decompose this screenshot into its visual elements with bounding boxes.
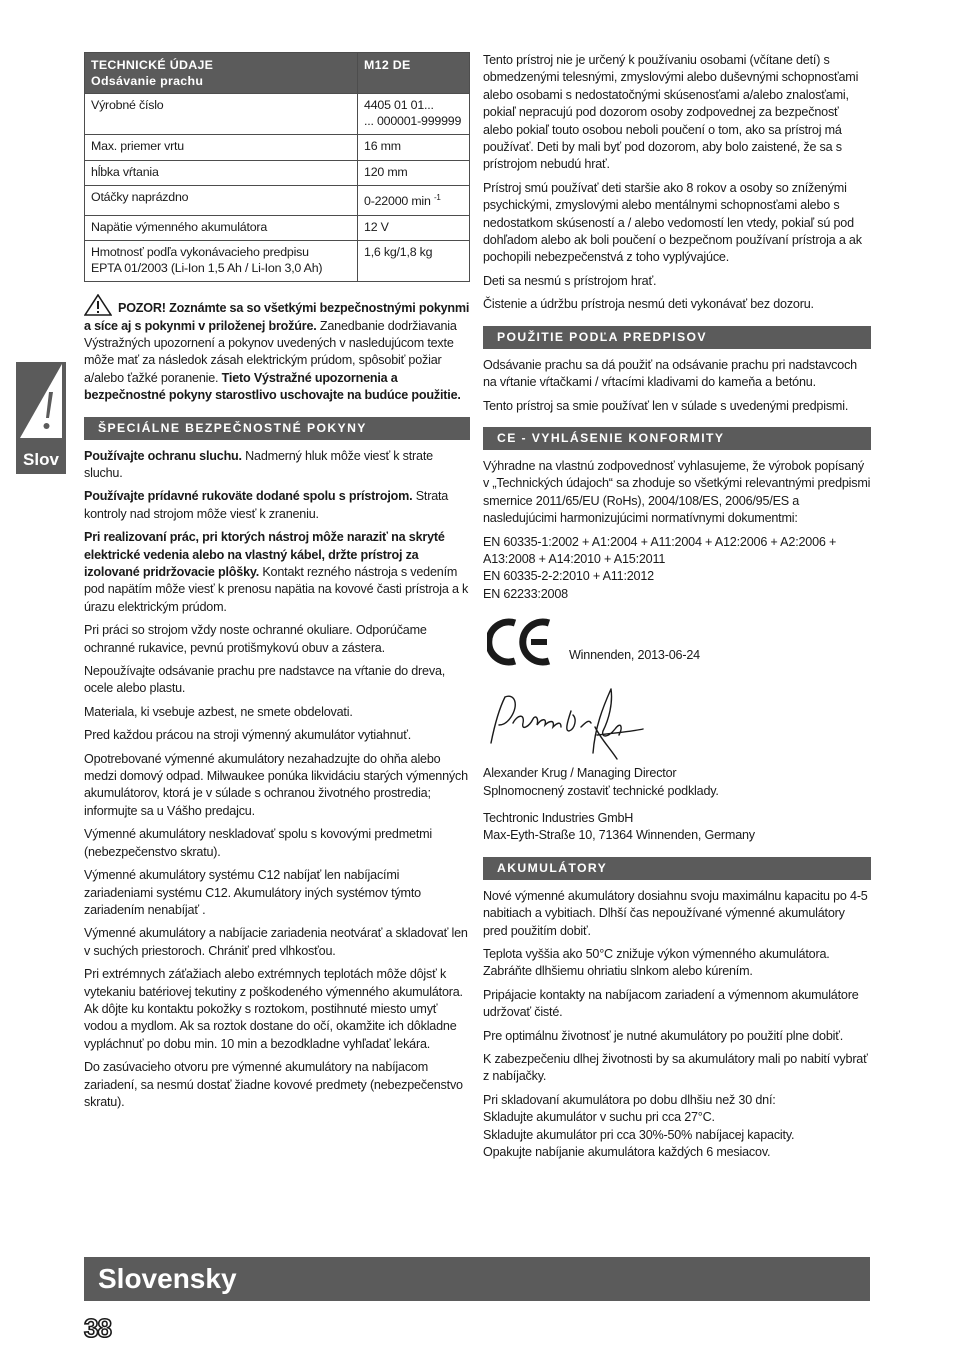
label-line: Hmotnosť podľa vykonávacieho predpisu (91, 245, 309, 260)
safety-paragraph: Pri extrémnych záťažiach alebo extrémnych teplotách môže dôjsť k vytekaniu batériovej tekutiny z poškodeného výmenného akumulátora. Ak dôjte ku kontaktu pokožky s roztokom, postihnuté miesto umyť vodou a mydlom. Ak sa roztok dostane do očí, okamžite ich dôkladne vypláchnuť po dobu min. 10 min a bezodkladne vyhľadať lekára. (84, 967, 463, 1051)
right-column (483, 52, 871, 1161)
table-cell-value: 120 mm (358, 160, 470, 186)
safety-paragraph: Výmenné akumulátory systému C12 nabíjať len nabíjacími zariadeniami systému C12. Akumulátory iných systémov týmto zariadením nenabíjať . (84, 868, 421, 917)
storage-instructions (483, 1092, 871, 1162)
standard-line: EN 60335-1:2002 + A1:2004 + A11:2004 + A12:2006 + A2:2006 + (483, 534, 837, 549)
bold-lead: Pri realizovaní prác, pri ktorých nástroj môže naraziť na skryté elektrické vedenia alebo na vlastný kábel, držte prístroj za izolované pridržovacie plôšky. (84, 530, 445, 579)
storage-line: Skladujte akumulátor v suchu pri cca 27°C. (483, 1110, 715, 1125)
value-line: 4405 01 01... (364, 98, 434, 112)
standard-line: A13:2008 + A14:2010 + A15:2011 (483, 551, 666, 566)
bold-lead: Používajte prídavné rukoväte dodané spolu s prístrojom. (84, 489, 413, 504)
intro-paragraph: Deti sa nesmú s prístrojom hrať. (483, 273, 657, 288)
side-tab-label: Slov (23, 450, 59, 469)
table-cell-value: 12 V (358, 215, 470, 241)
storage-line: Skladujte akumulátor pri cca 30%-50% nabíjacej kapacity. (483, 1127, 795, 1142)
table-cell-value (358, 94, 470, 135)
battery-paragraph: Nové výmenné akumulátory dosiahnu svoju maximálnu kapacitu po 4-5 nabitiach a vybitiach. Dlhší čas nepoužívané výmenné akumulátory pred použitím dobiť. (483, 888, 868, 938)
table-row (85, 135, 470, 161)
table-cell-label: Výrobné číslo (85, 94, 358, 135)
table-row (85, 94, 470, 135)
left-column (84, 52, 470, 1117)
table-row (85, 160, 470, 186)
battery-paragraph: Pripájacie kontakty na nabíjacom zariadení a výmennom akumulátore udržovať čisté. (483, 987, 859, 1020)
value-text: 0-22000 min (364, 194, 431, 209)
safety-paragraph: Výmenné akumulátory a nabíjacie zariadenia neotvárať a skladovať len v suchých priestoroch. Chrániť pred vlhkosťou. (84, 926, 468, 958)
signature-image (485, 683, 655, 763)
intro-paragraph: Prístroj smú používať deti staršie ako 8 rokov a osoby so zníženými psychickými, zmyslovými alebo mentálnymi schopnosťami alebo s nedostatkom skúseností a / alebo vedomostí len vtedy, pokiaľ sú pod dohľadom alebo ak boli poučení o bezpečnom používaní prístroja a ak pochopili nebezpečenstvá z toho vyplývajúce. (483, 180, 862, 265)
storage-line: Opakujte nabíjanie akumulátora každých 6 mesiacov. (483, 1145, 771, 1160)
signer-name: Alexander Krug / Managing Director (483, 766, 677, 781)
safety-paragraph: Pri práci so strojom vždy noste ochranné okuliare. Odporúčame ochranné rukavice, pevnú protišmykovú obuv a zástera. (84, 623, 427, 655)
usage-paragraph: Odsávanie prachu sa dá použiť na odsávanie prachu pri nadstavcoch na vŕtanie vŕtačkami / vŕtacími kladivami do kameňa a betónu. (483, 357, 857, 390)
paragraph-text: Kontakt rezného nástroja s vedením pod napätím môže viesť k prenosu napätia na kovové časti prístroja a k úrazu elektrickým prúdom. (84, 565, 469, 614)
paragraph-text: Strata kontroly nad strojom môže viesť k zraneniu. (84, 489, 449, 521)
battery-paragraph: Teplota vyššia ako 50°C znižuje výkon výmenného akumulátora. Zabráňte dlhšiemu ohriatiu slnkom alebo kúrením. (483, 947, 830, 979)
safety-paragraph: Nepoužívajte odsávanie prachu pre nadstavce na vŕtanie do dreva, ocele alebo plastu. (84, 664, 446, 696)
table-cell-label: hĺbka vŕtania (85, 160, 358, 186)
warning-triangle-icon (84, 294, 112, 316)
table-title: TECHNICKÉ ÚDAJE (91, 58, 214, 72)
table-cell-value: 16 mm (358, 135, 470, 161)
warning-text: Zanedbanie dodržiavania Výstražných upozornení a pokynov uvedených v nasledujúcom texte môže mať za následok zásah elektrickým prúdom, spôsobiť požiar a/alebo ťažké poranenie. (84, 318, 457, 385)
value-line: ... 000001-999999 (364, 113, 462, 128)
technical-data-table (84, 52, 470, 282)
section-heading-conformity: CE - VYHLÁSENIE KONFORMITY (483, 427, 871, 450)
standard-line: EN 60335-2-2:2010 + A11:2012 (483, 569, 654, 584)
place-date: Winnenden, 2013-06-24 (569, 648, 700, 663)
side-language-tab (16, 362, 66, 474)
warning-exclamation-icon (16, 362, 66, 442)
page-number: 38 (84, 1313, 111, 1343)
label-line: EPTA 01/2003 (Li-Ion 1,5 Ah / Li-Ion 3,0 Ah) (91, 260, 323, 275)
value-superscript: -1 (433, 193, 441, 202)
warning-paragraph (84, 294, 470, 404)
table-cell-value (358, 186, 470, 216)
usage-paragraph: Tento prístroj sa smie používať len v súlade s uvedenými predpismi. (483, 398, 849, 413)
safety-paragraph: Opotrebované výmenné akumulátory nezahadzujte do ohňa alebo medzi domový odpad. Milwaukee ponúka likvidáciu starých výmenných akumulátorov, ktorá je v súlade s ochranou životného prostredia; informujte sa u Vášho predajcu. (84, 751, 468, 818)
ce-mark-icon (487, 617, 553, 667)
table-header-title (85, 53, 358, 94)
safety-paragraph (84, 488, 470, 523)
section-heading-usage: POUŽITIE PODĽA PREDPISOV (483, 326, 871, 349)
table-header-row (85, 53, 470, 94)
warning-bold-tail: Tieto Výstražné upozornenia a bezpečnostné pokyny starostlivo uschovajte na budúce použitie. (84, 370, 461, 403)
battery-paragraph: Pre optimálnu životnosť je nutné akumulátory po použití plne dobiť. (483, 1028, 844, 1043)
safety-paragraph (84, 529, 470, 616)
standard-line: EN 62233:2008 (483, 586, 568, 601)
conformity-paragraph: Výhradne na vlastnú zodpovednosť vyhlasujeme, že výrobok popísaný v „Technických údajoch“ sa zhoduje so všetkými relevantnými predpismi smernice 2011/65/EU (RoHs), 2004/108/ES, 2006/95/ES a nasledujúcimi harmonizujúcimi normatívnymi dokumentmi: (483, 458, 871, 526)
company-address: Max-Eyth-Straße 10, 71364 Winnenden, Germany (483, 828, 755, 843)
standards-list (483, 534, 871, 604)
table-cell-label (85, 241, 358, 282)
paragraph-text: Nadmerný hluk môže viesť k strate sluchu. (84, 448, 433, 480)
spacer (483, 800, 871, 810)
table-subtitle: Odsávanie prachu (91, 73, 204, 88)
warning-bold-lead: POZOR! Zoznámte sa so všetkými bezpečnostnými pokynmi a síce aj s pokynmi v priloženej brožúre. (84, 301, 470, 333)
ce-row (483, 617, 871, 677)
section-heading-battery: AKUMULÁTORY (483, 857, 871, 880)
signer-role: Splnomocnený zostaviť technické podklady. (483, 783, 719, 798)
safety-paragraph: Výmenné akumulátory neskladovať spolu s kovovými predmetmi (nebezpečenstvo skratu). (84, 827, 433, 859)
table-cell-label: Otáčky naprázdno (85, 186, 358, 216)
table-row (85, 215, 470, 241)
bold-lead: Používajte ochranu sluchu. (84, 448, 242, 463)
intro-paragraph: Tento prístroj nie je určený k používaniu osobami (včítane detí) s obmedzenými telesnými, zmyslovými alebo duševnými schopnosťami alebo osobami s nedostatočnými skúsenosťami a/alebo znalosťami, pokiaľ nepracujú pod dozorom osoby zodpovednej za bezpečnosť alebo pokiaľ touto osobou neboli poučení o tom, ako sa prístroj má používať. Deti by mali byť pod dozorom, aby bolo zaistené, že sa s prístrojom nebudú hrať. (483, 53, 859, 172)
storage-line: Pri skladovaní akumulátora po dobu dlhšiu než 30 dní: (483, 1092, 776, 1107)
battery-paragraph: K zabezpečeniu dlhej životnosti by sa akumulátory mali po nabití vybrať z nabíjačky. (483, 1052, 868, 1084)
safety-paragraph: Do zasúvacieho otvoru pre výmenné akumulátory na nabíjacom zariadení, sa nesmú dostať žiadne kovové predmety (nebezpečenstvo skratu). (84, 1060, 463, 1109)
safety-paragraph (84, 448, 470, 483)
table-cell-value: 1,6 kg/1,8 kg (358, 241, 470, 282)
intro-paragraph: Čistenie a údržbu prístroja nesmú deti vykonávať bez dozoru. (483, 297, 814, 312)
table-header-model: M12 DE (358, 53, 470, 94)
table-cell-label: Napätie výmenného akumulátora (85, 215, 358, 241)
footer-language-bar (84, 1257, 870, 1301)
section-heading-safety: ŠPECIÁLNE BEZPEČNOSTNÉ POKYNY (84, 417, 470, 440)
footer-language-title: Slovensky (98, 1263, 237, 1294)
safety-paragraph: Pred každou prácou na stroji výmenný akumulátor vytiahnuť. (84, 728, 412, 743)
table-row (85, 186, 470, 216)
company-name: Techtronic Industries GmbH (483, 810, 634, 825)
table-cell-label: Max. priemer vrtu (85, 135, 358, 161)
safety-paragraph: Materiala, ki vsebuje azbest, ne smete obdelovati. (84, 704, 353, 719)
table-row (85, 241, 470, 282)
